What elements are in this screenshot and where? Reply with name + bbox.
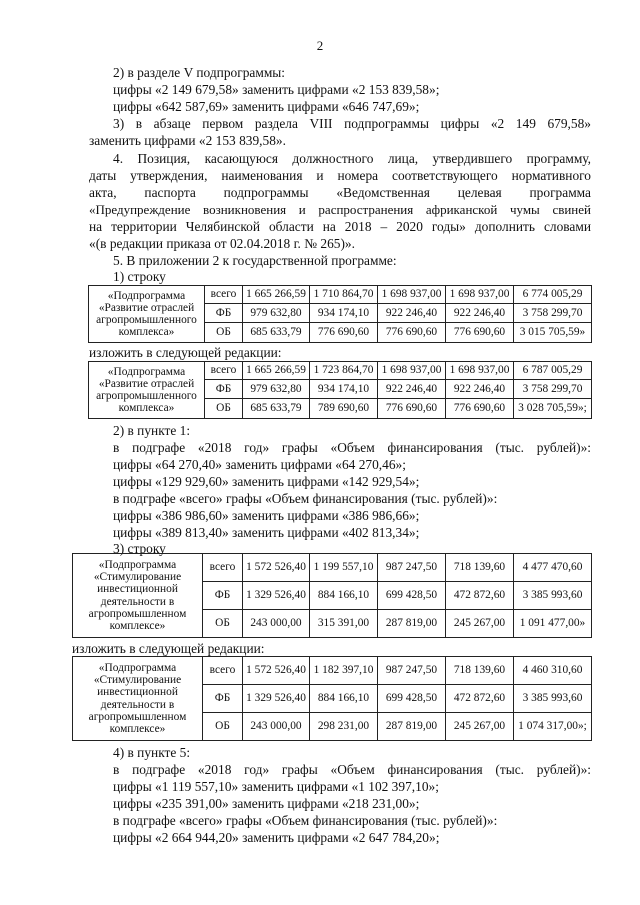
text-line: 3) строку (113, 541, 166, 556)
table-cell: 3 758 299,70 (514, 304, 592, 323)
table-cell: 884 166,10 (310, 582, 378, 610)
table-cell: 287 819,00 (378, 713, 446, 741)
subprogram-name: «Подпрограмма «Развитие отраслей агропромышленного комплекса» (89, 362, 205, 419)
text-line: цифры «2 149 679,58» заменить цифрами «2 153 839,58»; (113, 82, 440, 97)
table-cell: 1 329 526,40 (243, 582, 310, 610)
row-label: ОБ (203, 713, 243, 741)
table-cell: 699 428,50 (378, 582, 446, 610)
table-cell: 1 182 397,10 (310, 657, 378, 685)
row-label: всего (205, 286, 243, 304)
table-cell: 922 246,40 (446, 304, 514, 323)
text-line: 1) строку (113, 269, 166, 284)
table-cell: 776 690,60 (310, 323, 378, 343)
table-cell: 699 428,50 (378, 685, 446, 713)
text-line: цифры «129 929,60» заменить цифрами «142 929,54»; (113, 474, 420, 489)
table-cell: 298 231,00 (310, 713, 378, 741)
financing-table-3 (72, 553, 592, 638)
table-cell: 685 633,79 (243, 323, 310, 343)
table-cell: 315 391,00 (310, 610, 378, 638)
table-cell: 1 710 864,70 (310, 286, 378, 304)
text-line: 2) в разделе V подпрограммы: (113, 65, 286, 80)
table-cell: 1 665 266,59 (243, 362, 310, 380)
table-cell: 685 633,79 (243, 399, 310, 419)
table-cell: 1 329 526,40 (243, 685, 310, 713)
row-label: ФБ (205, 380, 243, 399)
table-cell: 979 632,80 (243, 380, 310, 399)
table-cell: 776 690,60 (446, 323, 514, 343)
row-label: всего (203, 657, 243, 685)
table-cell: 934 174,10 (310, 380, 378, 399)
table-cell: 1 091 477,00» (514, 610, 592, 638)
row-label: ФБ (203, 685, 243, 713)
text-line: в подграфе «2018 год» графы «Объем финансирования (тыс. рублей)»: (113, 762, 591, 777)
table-cell: 472 872,60 (446, 582, 514, 610)
table-cell: 1 698 937,00 (378, 286, 446, 304)
text-line: 4. Позиция, касающуюся должностного лица, утвердившего программу, (113, 151, 591, 166)
table-cell: 3 015 705,59» (514, 323, 592, 343)
table-cell: 243 000,00 (243, 713, 310, 741)
table-cell: 776 690,60 (446, 399, 514, 419)
financing-table-4 (72, 656, 592, 741)
table-cell: 3 028 705,59»; (514, 399, 592, 419)
text-line: цифры «1 119 557,10» заменить цифрами «1 102 397,10»; (113, 779, 439, 794)
text-line: цифры «386 986,60» заменить цифрами «386 986,66»; (113, 508, 420, 523)
table-cell: 1 665 266,59 (243, 286, 310, 304)
table-cell: 3 758 299,70 (514, 380, 592, 399)
table-cell: 1 199 557,10 (310, 554, 378, 582)
table-cell: 718 139,60 (446, 554, 514, 582)
row-label: ОБ (205, 323, 243, 343)
row-label: всего (203, 554, 243, 582)
text-line: изложить в следующей редакции: (89, 345, 282, 360)
text-line: в подграфе «всего» графы «Объем финансирования (тыс. рублей)»: (113, 491, 498, 506)
text-line: 3) в абзаце первом раздела VIII подпрограммы цифры «2 149 679,58» (113, 116, 591, 131)
text-line: цифры «642 587,69» заменить цифрами «646 747,69»; (113, 99, 420, 114)
table-cell: 922 246,40 (446, 380, 514, 399)
table-cell: 987 247,50 (378, 554, 446, 582)
table-cell: 789 690,60 (310, 399, 378, 419)
table-cell: 1 698 937,00 (446, 286, 514, 304)
table-cell: 245 267,00 (446, 610, 514, 638)
text-line: даты утверждения, наименования и номера соответствующего нормативного (89, 168, 591, 183)
table-cell: 922 246,40 (378, 380, 446, 399)
table-cell: 1 698 937,00 (446, 362, 514, 380)
subprogram-name: «Подпрограмма «Развитие отраслей агропромышленного комплекса» (89, 286, 205, 343)
table-cell: 245 267,00 (446, 713, 514, 741)
subprogram-name: «Подпрограмма «Стимулирование инвестиционной деятельности в агропромышленном комплексе» (73, 657, 203, 741)
table-cell: 4 460 310,60 (514, 657, 592, 685)
row-label: ФБ (205, 304, 243, 323)
table-cell: 1 572 526,40 (243, 657, 310, 685)
text-line: акта, паспорта подпрограммы «Ведомственная целевая программа (89, 185, 591, 200)
text-line: в подграфе «всего» графы «Объем финансирования (тыс. рублей)»: (113, 813, 498, 828)
table-cell: 987 247,50 (378, 657, 446, 685)
subprogram-name: «Подпрограмма «Стимулирование инвестиционной деятельности в агропромышленном комплексе» (73, 554, 203, 638)
table-cell: 243 000,00 (243, 610, 310, 638)
text-line: цифры «2 664 944,20» заменить цифрами «2 647 784,20»; (113, 830, 440, 845)
financing-table-2 (88, 361, 592, 419)
text-line: цифры «64 270,40» заменить цифрами «64 270,46»; (113, 457, 406, 472)
table-cell: 3 385 993,60 (514, 582, 592, 610)
table-cell: 4 477 470,60 (514, 554, 592, 582)
text-line: «Предупреждение возникновения и распространения африканской чумы свиней (89, 202, 591, 217)
table-cell: 776 690,60 (378, 399, 446, 419)
table-cell: 287 819,00 (378, 610, 446, 638)
text-line: заменить цифрами «2 153 839,58». (89, 133, 286, 148)
table-cell: 1 572 526,40 (243, 554, 310, 582)
table-cell: 6 787 005,29 (514, 362, 592, 380)
page-number: 2 (316, 38, 324, 53)
financing-table-1 (88, 285, 592, 343)
text-line: цифры «389 813,40» заменить цифрами «402 813,34»; (113, 525, 420, 540)
text-line: изложить в следующей редакции: (72, 641, 265, 656)
row-label: ОБ (203, 610, 243, 638)
table-cell: 776 690,60 (378, 323, 446, 343)
text-line: на территории Челябинской области на 2018 – 2020 годы» дополнить словами (89, 219, 591, 234)
text-line: 2) в пункте 1: (113, 423, 191, 438)
table-cell: 1 723 864,70 (310, 362, 378, 380)
table-cell: 922 246,40 (378, 304, 446, 323)
table-cell: 884 166,10 (310, 685, 378, 713)
text-line: 4) в пункте 5: (113, 745, 191, 760)
text-line: «(в редакции приказа от 02.04.2018 г. № 265)». (89, 236, 355, 251)
text-line: 5. В приложении 2 к государственной программе: (113, 253, 397, 268)
row-label: ФБ (203, 582, 243, 610)
table-cell: 979 632,80 (243, 304, 310, 323)
table-cell: 718 139,60 (446, 657, 514, 685)
table-cell: 6 774 005,29 (514, 286, 592, 304)
table-cell: 1 074 317,00»; (514, 713, 592, 741)
text-line: цифры «235 391,00» заменить цифрами «218 231,00»; (113, 796, 420, 811)
table-cell: 934 174,10 (310, 304, 378, 323)
table-cell: 472 872,60 (446, 685, 514, 713)
table-cell: 1 698 937,00 (378, 362, 446, 380)
text-line: в подграфе «2018 год» графы «Объем финансирования (тыс. рублей)»: (113, 440, 591, 455)
row-label: всего (205, 362, 243, 380)
table-cell: 3 385 993,60 (514, 685, 592, 713)
row-label: ОБ (205, 399, 243, 419)
